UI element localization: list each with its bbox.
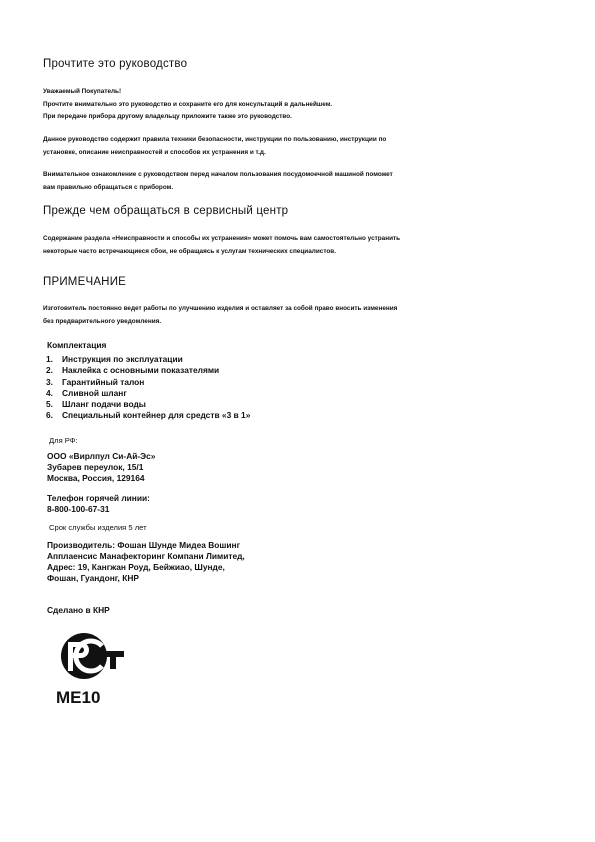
made-in: [47, 605, 110, 616]
service-life-text: Срок службы изделия 5 лет: [49, 523, 147, 532]
made-in-text: Сделано в КНР: [47, 605, 110, 615]
list-item-text: Инструкция по эксплуатации: [62, 354, 183, 364]
list-item: [46, 399, 250, 410]
list-item: [46, 377, 250, 388]
list-item-number: 5.: [46, 399, 53, 410]
note-text: [43, 303, 523, 328]
list-item: [46, 410, 250, 421]
address-line: Москва, Россия, 129164: [47, 473, 145, 483]
list-item: [46, 354, 250, 365]
mark-letter-p-stem: [68, 642, 73, 671]
read-manual-line: При передаче прибора другому владельцу приложите также это руководство.: [43, 113, 292, 120]
hotline-number: 8-800-100-67-31: [47, 504, 110, 514]
manufacturer-line: Адрес: 19, Кангжан Роуд, Бейжиао, Шунде,: [47, 562, 225, 572]
list-item-text: Наклейка с основными показателями: [62, 365, 220, 376]
importer-address: [47, 451, 155, 484]
service-life: [49, 522, 147, 533]
manufacturer-line: Фошан, Гуандонг, КНР: [47, 573, 139, 583]
list-item: [46, 388, 250, 399]
before-service-text: [43, 233, 523, 258]
list-item: [46, 365, 250, 376]
for-rf-label: [49, 435, 78, 446]
for-rf-label-text: Для РФ:: [49, 436, 78, 445]
list-item-text: Гарантийный талон: [62, 376, 145, 387]
mark-letter-t-stem: [110, 651, 116, 669]
read-manual-line: установке, описание неисправностей и способов их устранения и т.д.: [43, 148, 266, 156]
note-heading: ПРИМЕЧАНИЕ: [43, 276, 127, 288]
read-manual-contents: [43, 134, 523, 159]
list-item-text: Сливной шланг: [62, 387, 127, 398]
kit-title: Комплектация: [47, 340, 107, 350]
note-line: Изготовитель постоянно ведет работы по улучшению изделия и оставляет за собой право вносить изменения: [43, 305, 398, 312]
list-item-number: 1.: [46, 354, 53, 364]
hotline-label: Телефон горячей линии:: [47, 493, 150, 503]
manufacturer: [47, 540, 245, 584]
kit-list: [46, 354, 250, 422]
read-manual-heading: Прочтите это руководство: [43, 58, 188, 70]
manufacturer-line: Апплаенсис Манафекторинг Компани Лимитед,: [47, 551, 245, 561]
read-manual-line: Внимательное ознакомление с руководством перед началом пользования посудомоечной машиной поможет: [43, 171, 393, 178]
read-manual-text: [43, 86, 523, 124]
before-service-heading: Прежде чем обращаться в сервисный центр: [43, 205, 289, 217]
list-item-text: Специальный контейнер для средств «3 в 1»: [62, 410, 251, 421]
address-line: ООО «Вирлпул Си-Ай-Эс»: [47, 451, 156, 461]
read-manual-line: Прочтите внимательно это руководство и сохраните его для консультаций в дальнейшем.: [43, 100, 333, 108]
greeting: Уважаемый Покупатель!: [43, 88, 122, 95]
list-item-number: 3.: [46, 376, 53, 387]
read-manual-line: вам правильно обращаться с прибором.: [43, 183, 174, 191]
read-manual-line: Данное руководство содержит правила техники безопасности, инструкции по пользованию, инструкции по: [43, 136, 387, 143]
list-item-number: 6.: [46, 410, 53, 421]
note-line: без предварительного уведомления.: [43, 317, 162, 325]
read-manual-advice: [43, 169, 523, 194]
hotline: [47, 493, 150, 515]
address-line: Зубарев переулок, 15/1: [47, 462, 144, 472]
before-service-line: Содержание раздела «Неисправности и способы их устранения» может помочь вам самостоятельно устранить: [43, 235, 401, 242]
before-service-line: некоторые часто встречающиеся сбои, не обращаясь к услугам технических специалистов.: [43, 247, 336, 255]
list-item-text: Шланг подачи воды: [62, 399, 146, 410]
pct-certification-mark-icon: [52, 630, 128, 708]
list-item-number: 4.: [46, 387, 53, 398]
manufacturer-line: Производитель: Фошан Шунде Мидеа Вошинг: [47, 540, 241, 550]
mark-code: МЕ10: [56, 688, 101, 707]
list-item-number: 2.: [46, 365, 53, 376]
